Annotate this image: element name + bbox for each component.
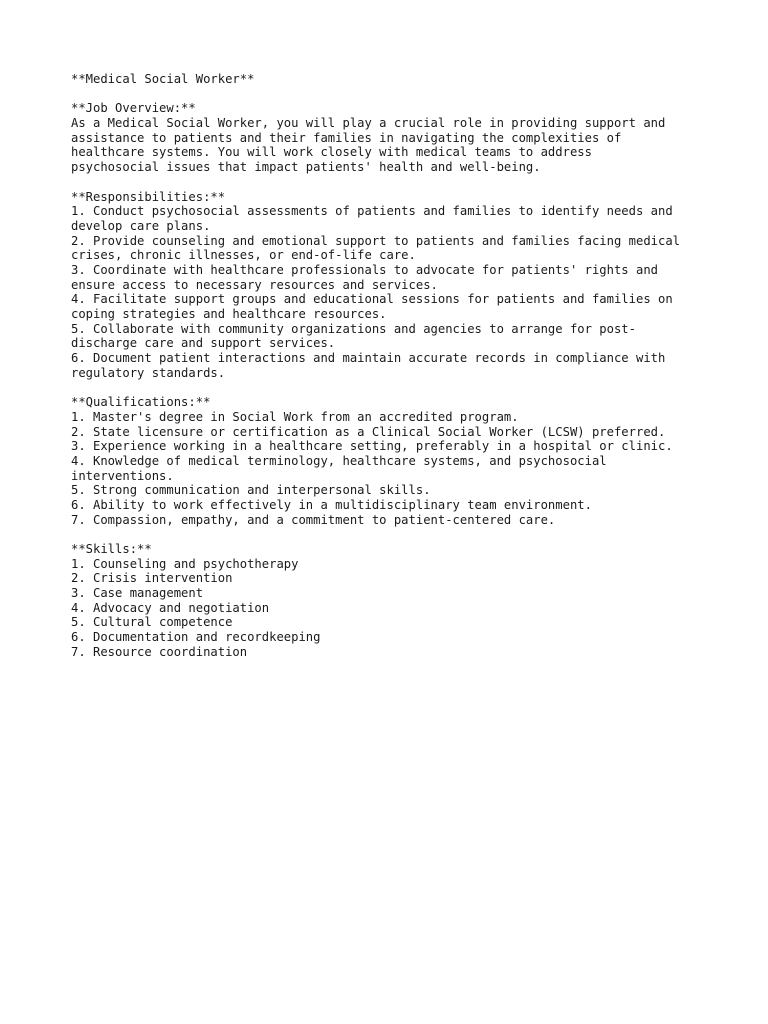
document-title: **Medical Social Worker** <box>71 72 255 86</box>
skill-line: 4. Advocacy and negotiation <box>71 600 270 615</box>
qualification-line: 1. Master's degree in Social Work from an accredited program. <box>71 409 519 424</box>
skill-line: 6. Documentation and recordkeeping <box>71 630 321 645</box>
overview-line: As a Medical Social Worker, you will play a crucial role in providing support and <box>71 116 666 131</box>
overview-line: psychosocial issues that impact patients' health and well-being. <box>71 160 541 175</box>
responsibility-line: 5. Collaborate with community organizations and agencies to arrange for post- <box>71 321 636 336</box>
skills-heading: **Skills:** <box>71 542 152 556</box>
responsibility-line: crises, chronic illnesses, or end-of-life care. <box>71 248 416 263</box>
qualifications-section <box>71 395 711 527</box>
skill-line: 7. Resource coordination <box>71 644 248 659</box>
responsibilities-section <box>71 190 711 381</box>
skill-line: 1. Counseling and psychotherapy <box>71 556 299 571</box>
qualification-line: 6. Ability to work effectively in a multidisciplinary team environment. <box>71 497 592 512</box>
qualification-line: 7. Compassion, empathy, and a commitment to patient-centered care. <box>71 512 556 527</box>
qualification-line: 5. Strong communication and interpersonal skills. <box>71 483 431 498</box>
qualification-line: 3. Experience working in a healthcare setting, preferably in a hospital or clinic. <box>71 439 673 454</box>
qualification-line: 2. State licensure or certification as a Clinical Social Worker (LCSW) preferred. <box>71 424 666 439</box>
spacer <box>71 87 711 102</box>
responsibility-line: 2. Provide counseling and emotional support to patients and families facing medical <box>71 233 681 248</box>
job-overview-heading: **Job Overview:** <box>71 101 196 116</box>
job-overview-section <box>71 101 711 174</box>
document-page <box>71 72 711 660</box>
responsibility-line: develop care plans. <box>71 218 211 233</box>
skill-line: 3. Case management <box>71 586 204 601</box>
qualification-line: interventions. <box>71 468 174 483</box>
responsibilities-heading: **Responsibilities:** <box>71 189 226 204</box>
responsibility-line: regulatory standards. <box>71 365 226 380</box>
spacer <box>71 175 711 190</box>
responsibility-line: 1. Conduct psychosocial assessments of patients and families to identify needs and <box>71 204 673 219</box>
skills-section <box>71 542 711 660</box>
responsibility-line: 6. Document patient interactions and maintain accurate records in compliance with <box>71 351 666 366</box>
overview-line: healthcare systems. You will work closely with medical teams to address <box>71 145 592 160</box>
spacer <box>71 527 711 542</box>
responsibility-line: ensure access to necessary resources and services. <box>71 277 438 292</box>
responsibility-line: discharge care and support services. <box>71 336 336 351</box>
qualifications-heading: **Qualifications:** <box>71 395 211 410</box>
responsibility-line: 3. Coordinate with healthcare professionals to advocate for patients' rights and <box>71 262 658 277</box>
spacer <box>71 380 711 395</box>
qualification-line: 4. Knowledge of medical terminology, healthcare systems, and psychosocial <box>71 453 607 468</box>
responsibility-line: coping strategies and healthcare resources. <box>71 307 387 321</box>
skill-line: 5. Cultural competence <box>71 615 233 630</box>
overview-line: assistance to patients and their families in navigating the complexities of <box>71 130 622 145</box>
skill-line: 2. Crisis intervention <box>71 571 233 586</box>
responsibility-line: 4. Facilitate support groups and educational sessions for patients and families on <box>71 292 673 307</box>
